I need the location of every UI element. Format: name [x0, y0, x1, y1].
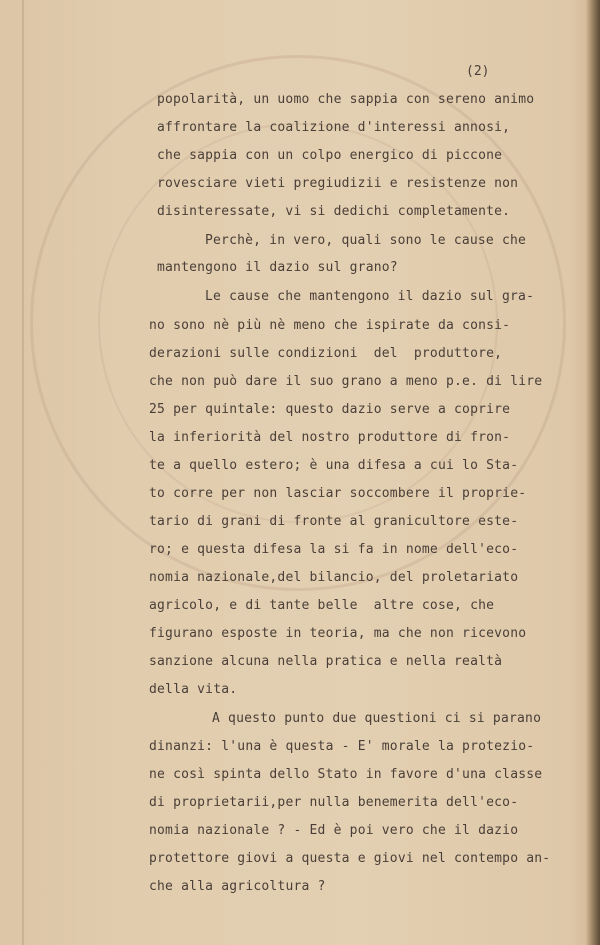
text-line: dinanzi: l'una è questa - E' morale la protezio- — [149, 739, 535, 754]
text-line: rovesciare vieti pregiudizii e resistenze non — [157, 176, 519, 191]
text-line: mantengono il dazio sul grano? — [157, 260, 398, 275]
text-line: disinteressate, vi si dedichi completamente. — [157, 204, 511, 219]
text-line: derazioni sulle condizioni del produttore, — [149, 346, 503, 361]
page-fold — [22, 0, 24, 945]
text-line: protettore giovi a questa e giovi nel contempo an- — [149, 851, 551, 866]
text-line: che sappia con un colpo energico di piccone — [157, 148, 503, 163]
text-line: nomia nazionale,del bilancio, del proletariato — [149, 570, 519, 585]
text-line: te a quello estero; è una difesa a cui lo Sta- — [149, 458, 519, 473]
text-line: tario di grani di fronte al granicultore este- — [149, 514, 519, 529]
text-line: sanzione alcuna nella pratica e nella realtà — [149, 654, 503, 669]
text-line: che alla agricoltura ? — [149, 879, 326, 894]
text-line: affrontare la coalizione d'interessi annosi, — [157, 120, 511, 135]
text-line: 25 per quintale: questo dazio serve a coprire — [149, 402, 511, 417]
text-line: di proprietarii,per nulla benemerita dell'eco- — [149, 795, 519, 810]
text-line: la inferiorità del nostro produttore di fron- — [149, 430, 511, 445]
text-line: figurano esposte in teoria, ma che non ricevono — [149, 626, 527, 641]
page-edge — [586, 0, 600, 945]
text-line: nomia nazionale ? - Ed è poi vero che il dazio — [149, 823, 519, 838]
text-line: popolarità, un uomo che sappia con sereno animo — [157, 92, 535, 107]
text-line: Le cause che mantengono il dazio sul gra- — [205, 289, 535, 304]
text-line: A questo punto due questioni ci si parano — [212, 711, 542, 726]
text-line: Perchè, in vero, quali sono le cause che — [205, 233, 527, 248]
text-line: che non può dare il suo grano a meno p.e. di lire — [149, 374, 543, 389]
text-line: ne così spinta dello Stato in favore d'una classe — [149, 767, 543, 782]
text-line: to corre per non lasciar soccombere il proprie- — [149, 486, 527, 501]
page-number: (2) — [466, 64, 490, 79]
text-line: agricolo, e di tante belle altre cose, che — [149, 598, 495, 613]
text-line: della vita. — [149, 682, 238, 697]
text-line: no sono nè più nè meno che ispirate da consi- — [149, 318, 511, 333]
text-line: ro; e questa difesa la si fa in nome dell'eco- — [149, 542, 519, 557]
